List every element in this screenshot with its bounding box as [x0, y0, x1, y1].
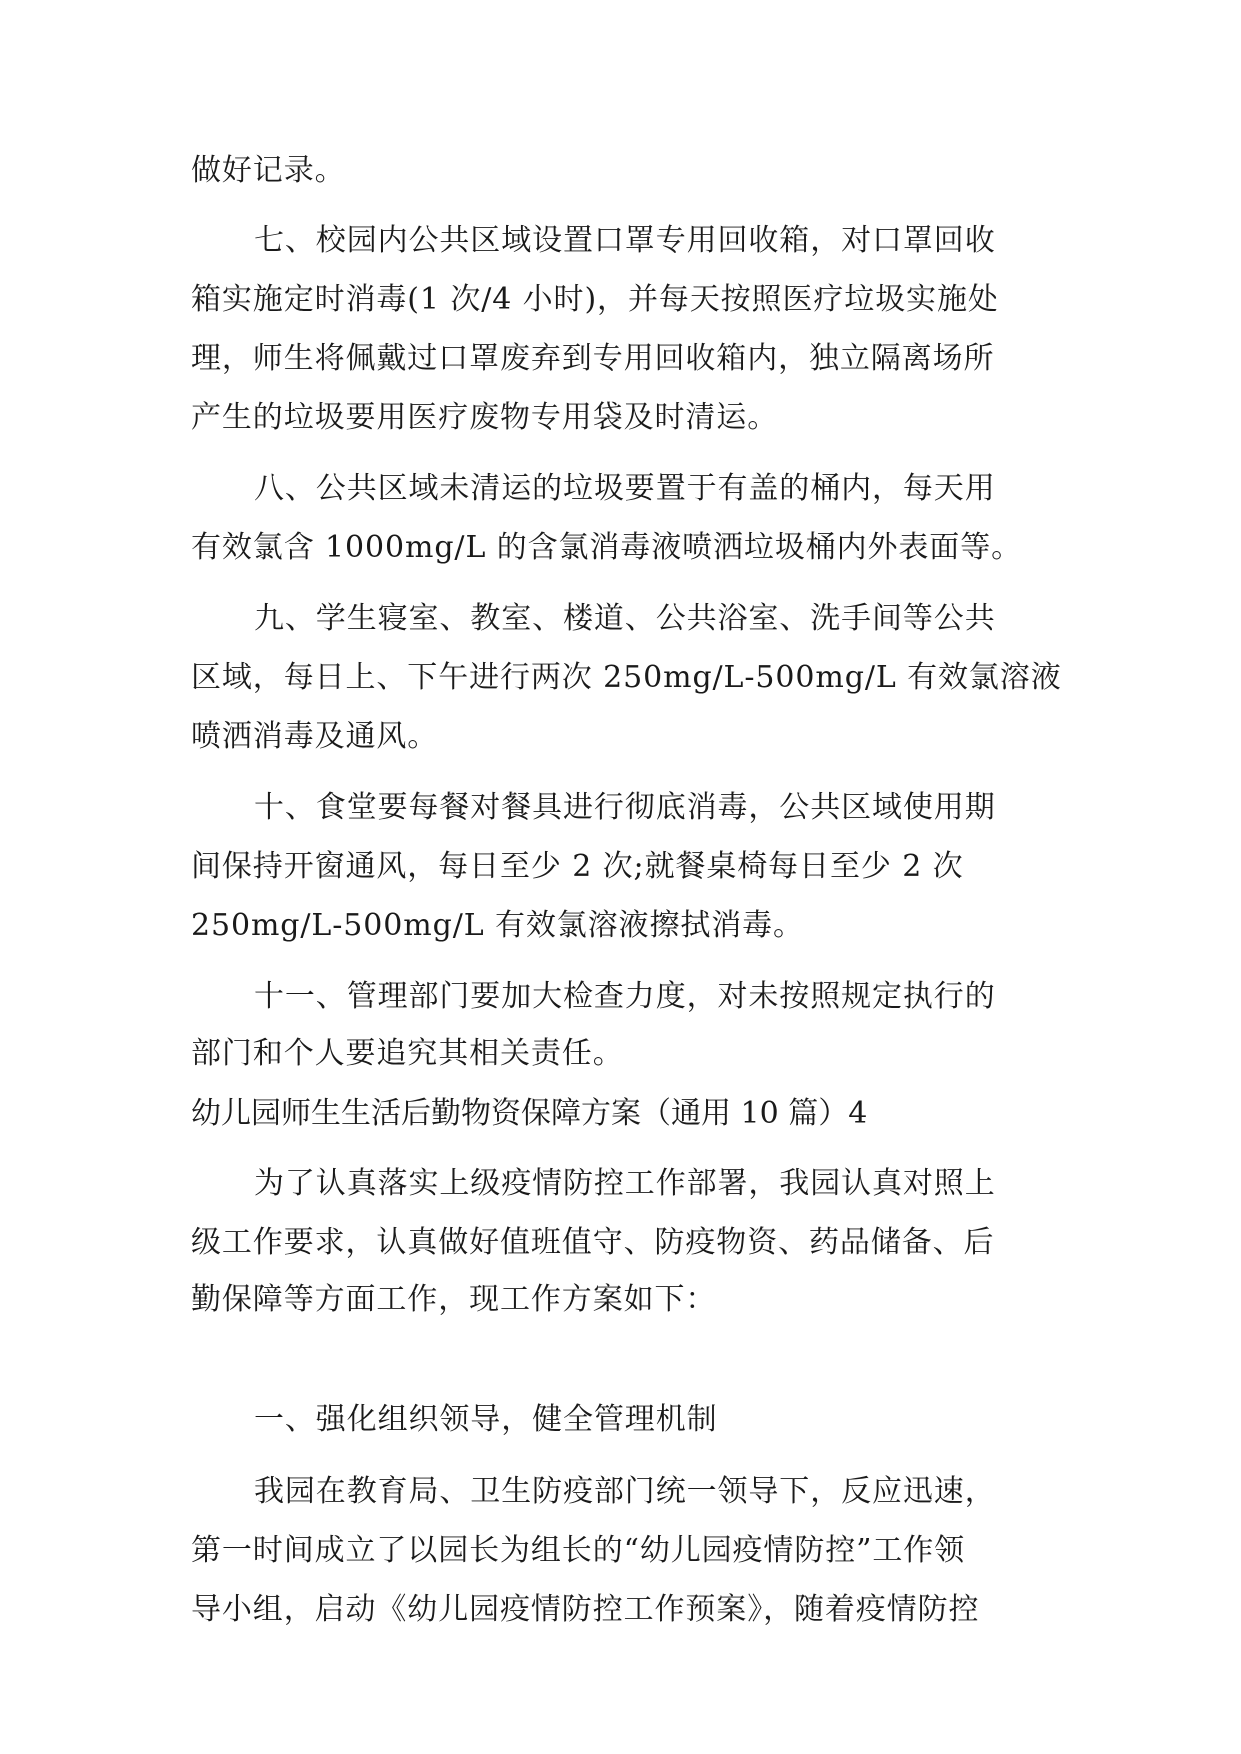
body-text-line: 导小组，启动《幼儿园疫情防控工作预案》，随着疫情防控 [191, 1592, 980, 1627]
paragraph-item-10: 十、食堂要每餐对餐具进行彻底消毒，公共区域使用期 [254, 790, 996, 825]
body-text-line: 第一时间成立了以园长为组长的“幼儿园疫情防控”工作领 [191, 1533, 966, 1568]
subsection-heading: 一、强化组织领导，健全管理机制 [254, 1402, 718, 1437]
paragraph-item-7: 七、校园内公共区域设置口罩专用回收箱，对口罩回收 [254, 223, 996, 258]
body-text-line: 级工作要求，认真做好值班值守、防疫物资、药品储备、后 [191, 1225, 995, 1260]
body-text-line: 喷洒消毒及通风。 [191, 719, 439, 754]
body-text-line: 250mg/L-500mg/L 有效氯溶液擦拭消毒。 [191, 908, 804, 943]
paragraph-item-9: 九、学生寝室、教室、楼道、公共浴室、洗手间等公共 [254, 601, 996, 636]
paragraph-item-11: 十一、管理部门要加大检查力度，对未按照规定执行的 [254, 979, 996, 1014]
section-heading: 幼儿园师生生活后勤物资保障方案（通用 10 篇）4 [191, 1096, 868, 1131]
body-text-line: 产生的垃圾要用医疗废物专用袋及时清运。 [191, 400, 779, 435]
body-text-line: 部门和个人要追究其相关责任。 [191, 1036, 624, 1071]
body-text-line: 理，师生将佩戴过口罩废弃到专用回收箱内，独立隔离场所 [191, 341, 995, 376]
body-text-line: 箱实施定时消毒(1 次/4 小时)，并每天按照医疗垃圾实施处 [191, 282, 999, 317]
paragraph-intro: 为了认真落实上级疫情防控工作部署，我园认真对照上 [254, 1166, 996, 1201]
body-text-line: 间保持开窗通风，每日至少 2 次;就餐桌椅每日至少 2 次 [191, 849, 964, 884]
body-text-line: 有效氯含 1000mg/L 的含氯消毒液喷洒垃圾桶内外表面等。 [191, 530, 1022, 565]
body-text-line: 做好记录。 [191, 153, 346, 188]
paragraph-body: 我园在教育局、卫生防疫部门统一领导下，反应迅速， [254, 1474, 996, 1509]
body-text-line: 勤保障等方面工作，现工作方案如下： [191, 1282, 717, 1317]
paragraph-item-8: 八、公共区域未清运的垃圾要置于有盖的桶内，每天用 [254, 471, 996, 506]
body-text-line: 区域，每日上、下午进行两次 250mg/L-500mg/L 有效氯溶液 [191, 660, 1062, 695]
